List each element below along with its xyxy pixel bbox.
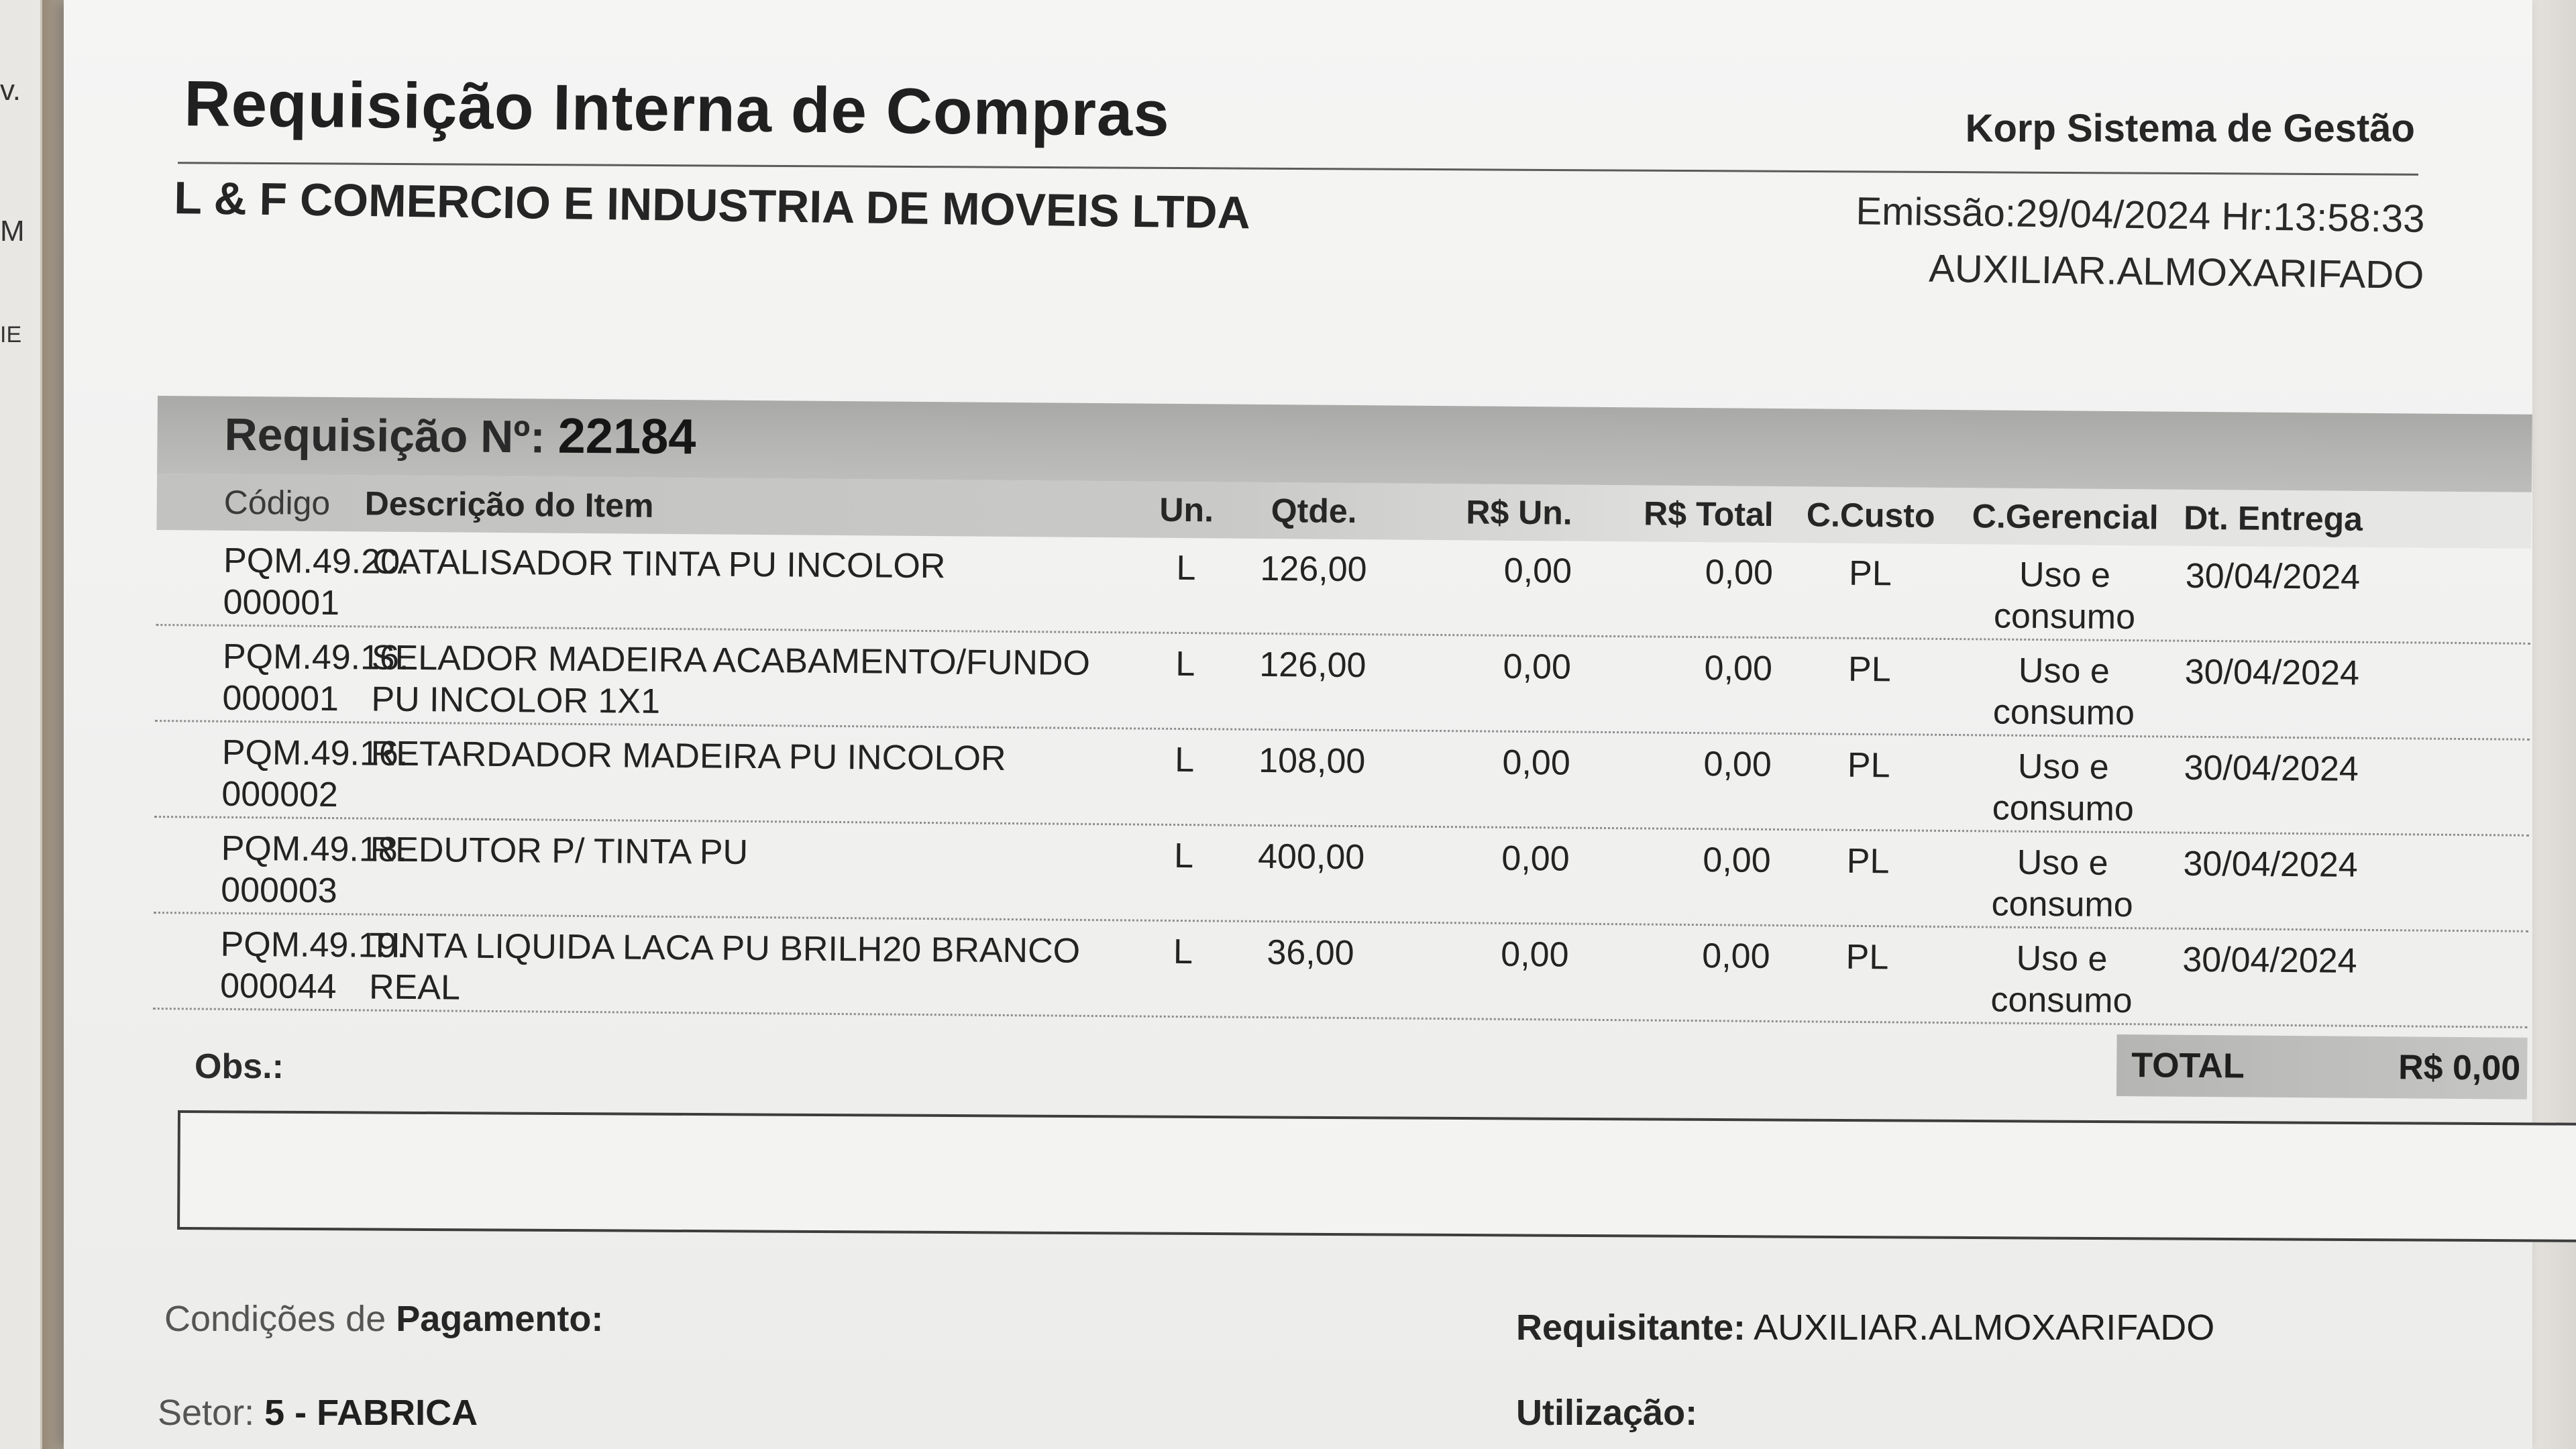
- item-code: [154, 722, 409, 817]
- item-unit-price: 0,00: [1502, 743, 1570, 783]
- item-description: SELADOR MADEIRA ACABAMENTO/FUNDO PU INCOLOR 1X1: [371, 638, 1091, 721]
- column-header-total: R$ Total: [1643, 494, 1774, 533]
- edge-fragment: M: [0, 215, 25, 248]
- item-unit: L: [1173, 836, 1194, 876]
- item-code-line2: 000001: [222, 678, 339, 719]
- item-managerial: Uso e consumo: [1993, 555, 2136, 637]
- item-code-line1: PQM.49.18.: [221, 828, 408, 869]
- item-qty: 400,00: [1257, 837, 1365, 877]
- payment-conditions-label-b: Pagamento:: [396, 1299, 604, 1339]
- item-code-line2: 000003: [220, 870, 337, 911]
- observations-label: Obs.:: [195, 1047, 284, 1086]
- item-cost-center: PL: [1846, 841, 1890, 881]
- item-qty: 126,00: [1260, 549, 1367, 590]
- sector-field: [158, 1392, 478, 1434]
- table-row: [154, 818, 2529, 932]
- item-delivery-date: 30/04/2024: [2182, 940, 2357, 981]
- item-unit-price: 0,00: [1501, 934, 1569, 975]
- total-label: TOTAL: [2131, 1046, 2245, 1086]
- item-unit-price: 0,00: [1501, 839, 1570, 879]
- column-header-delivery: Dt. Entrega: [2184, 498, 2363, 538]
- requisition-number-value: 22184: [557, 407, 696, 465]
- item-total: 0,00: [1704, 649, 1773, 688]
- item-code: [155, 626, 409, 721]
- header-divider: [178, 162, 2418, 175]
- item-unit-price: 0,00: [1503, 647, 1572, 687]
- item-unit: L: [1173, 932, 1193, 972]
- item-delivery-date: 30/04/2024: [2184, 748, 2359, 789]
- document-title: Requisição Interna de Compras: [183, 67, 1171, 150]
- item-unit: L: [1175, 644, 1195, 684]
- item-delivery-date: 30/04/2024: [2184, 652, 2360, 693]
- column-header-qty: Qtde.: [1271, 492, 1357, 531]
- item-code-line2: 000001: [223, 582, 340, 623]
- column-header-description: Descrição do Item: [364, 484, 654, 525]
- emission-datetime: Emissão:29/04/2024 Hr:13:58:33: [1856, 189, 2425, 241]
- requester-label: Requisitante:: [1516, 1307, 1746, 1348]
- item-total: 0,00: [1702, 936, 1770, 976]
- requisition-number: [224, 405, 696, 466]
- column-header-cost-center: C.Custo: [1806, 496, 1935, 535]
- item-code-line1: PQM.49.16.: [221, 733, 409, 773]
- item-description: RETARDADOR MADEIRA PU INCOLOR: [370, 734, 1006, 778]
- table-row: [153, 914, 2528, 1028]
- usage-label: Utilização:: [1516, 1393, 1698, 1433]
- item-managerial: Uso e consumo: [1992, 651, 2135, 733]
- item-code-line2: 000002: [221, 774, 339, 815]
- sector-value: 5 - FABRICA: [264, 1393, 478, 1433]
- item-managerial: Uso e consumo: [1992, 747, 2134, 829]
- column-header-unit-price: R$ Un.: [1466, 493, 1572, 532]
- item-managerial: Uso e consumo: [1990, 938, 2133, 1021]
- total-row: [152, 1019, 2528, 1099]
- item-code-line2: 000044: [219, 966, 337, 1007]
- item-delivery-date: 30/04/2024: [2185, 556, 2361, 597]
- item-qty: 36,00: [1267, 933, 1354, 973]
- items-table: [152, 396, 2532, 1099]
- observations-box: [177, 1110, 2576, 1242]
- item-unit: L: [1175, 740, 1195, 780]
- item-total: 0,00: [1703, 841, 1771, 880]
- requester-value: AUXILIAR.ALMOXARIFADO: [1754, 1307, 2215, 1348]
- item-managerial: Uso e consumo: [1991, 843, 2133, 925]
- item-qty: 108,00: [1258, 741, 1366, 782]
- item-cost-center: PL: [1847, 649, 1891, 690]
- column-header-unit: Un.: [1159, 490, 1214, 529]
- requester-field: [1516, 1307, 2214, 1348]
- item-description: CATALISADOR TINTA PU INCOLOR: [372, 542, 946, 586]
- item-code: [154, 818, 408, 913]
- edge-fragment: v.: [0, 74, 21, 107]
- item-description: REDUTOR P/ TINTA PU: [370, 830, 749, 872]
- system-name: Korp Sistema de Gestão: [1965, 107, 2415, 150]
- item-code-line1: PQM.49.20.: [223, 541, 410, 582]
- item-total: 0,00: [1705, 553, 1774, 592]
- sector-label: Setor:: [158, 1393, 255, 1433]
- item-unit-price: 0,00: [1503, 551, 1572, 591]
- item-description: TINTA LIQUIDA LACA PU BRILH20 BRANCO REAL: [368, 926, 1081, 1008]
- total-value: R$ 0,00: [2398, 1048, 2521, 1088]
- item-total: 0,00: [1703, 745, 1772, 784]
- item-qty: 126,00: [1259, 645, 1366, 686]
- payment-conditions-label-a: Condições de: [164, 1299, 386, 1339]
- company-name: L & F COMERCIO E INDUSTRIA DE MOVEIS LTDA: [173, 172, 1251, 239]
- item-code: [153, 914, 407, 1009]
- item-code-line1: PQM.49.19.: [220, 924, 407, 965]
- underlying-paper: [0, 0, 42, 1449]
- table-row: [155, 626, 2530, 741]
- usage-field: [1516, 1392, 1697, 1434]
- item-unit: L: [1176, 548, 1196, 588]
- item-cost-center: PL: [1845, 937, 1889, 977]
- requisition-number-label: Requisição Nº:: [224, 409, 546, 463]
- total-box: [2116, 1034, 2528, 1099]
- requisition-sheet: [64, 0, 2532, 1449]
- emission-block: [1855, 183, 2425, 304]
- item-delivery-date: 30/04/2024: [2183, 844, 2358, 885]
- table-row: [156, 530, 2531, 645]
- table-row: [154, 722, 2530, 837]
- item-cost-center: PL: [1848, 553, 1892, 594]
- issuer-user: AUXILIAR.ALMOXARIFADO: [1928, 246, 2424, 297]
- item-cost-center: PL: [1847, 745, 1890, 786]
- payment-conditions-field: [164, 1298, 603, 1340]
- item-code-line1: PQM.49.16.: [222, 637, 409, 678]
- item-code: [156, 530, 410, 625]
- column-header-managerial: C.Gerencial: [1972, 497, 2159, 537]
- column-header-code: Código: [223, 483, 331, 523]
- edge-fragment: IE: [0, 322, 22, 347]
